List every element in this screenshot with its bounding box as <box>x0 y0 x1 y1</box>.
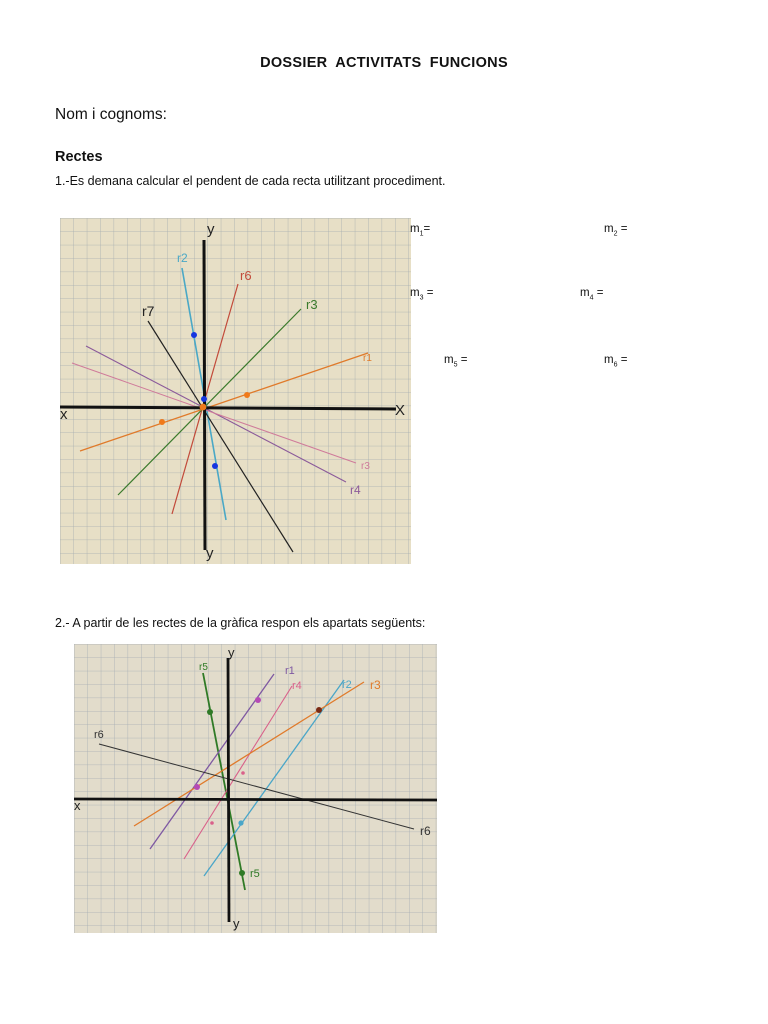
point-blue-bottom <box>212 463 218 469</box>
axis-label-x-right: X <box>395 402 406 419</box>
slope-field-m2: $m_2$ = <box>604 223 628 238</box>
point-r3-intersection <box>316 707 322 713</box>
axis-label-x-left: x <box>60 406 68 423</box>
point-r5-bottom <box>239 870 245 876</box>
line-label-r6-right: r6 <box>420 824 431 838</box>
line-label-r2: r2 <box>342 679 352 691</box>
y-axis <box>228 658 229 922</box>
slope-field-m1: $m_1=$ <box>410 223 431 238</box>
x-axis <box>60 407 396 409</box>
point-blue-origin <box>201 396 207 402</box>
slope-field-m3: $m_3$ = <box>410 287 434 302</box>
line-label-r3-green: r3 <box>306 297 318 312</box>
slope-field-m4: $m_4$ = <box>580 287 604 302</box>
point-r4-bottom <box>210 821 214 825</box>
axis-label-y-top: y <box>207 221 215 238</box>
axis-label-y-bottom: y <box>206 545 214 562</box>
name-label: Nom i cognoms: <box>55 106 167 123</box>
point-r5-top <box>207 709 213 715</box>
line-label-r4: r4 <box>292 680 302 692</box>
line-label-r3: r3 <box>370 678 381 692</box>
line-label-r1: r1 <box>285 665 295 677</box>
figure-1-graph-paper <box>60 218 411 564</box>
point-r1-top <box>255 697 261 703</box>
axis-label-y-top: y <box>228 645 235 660</box>
line-label-r2: r2 <box>177 251 188 265</box>
line-label-r1: r1 <box>363 353 372 364</box>
slope-field-m6: $m_6$ = <box>604 354 628 369</box>
x-axis <box>74 799 437 800</box>
line-label-r5-bottom: r5 <box>250 868 260 880</box>
point-r2 <box>238 820 243 825</box>
grid-pattern <box>74 644 437 933</box>
y-axis <box>204 240 205 550</box>
document-title: DOSSIER ACTIVITATS FUNCIONS <box>260 55 508 71</box>
question-2: 2.- A partir de les rectes de la gràfica respon els apartats següents: <box>55 616 426 630</box>
axis-label-y-bottom: y <box>233 916 240 931</box>
line-label-r7: r7 <box>142 303 155 319</box>
line-label-r5-top: r5 <box>199 662 208 673</box>
axis-label-x-left: x <box>74 798 81 813</box>
line-label-r6-left: r6 <box>94 729 104 741</box>
point-r1-bottom <box>194 784 200 790</box>
point-orange-left <box>159 419 165 425</box>
point-orange-origin <box>200 404 207 411</box>
point-blue-top <box>191 332 197 338</box>
line-label-r4: r4 <box>350 483 361 497</box>
section-heading: Rectes <box>55 149 103 165</box>
grid-pattern <box>60 218 411 564</box>
line-label-r6: r6 <box>240 268 252 283</box>
figure-2-graph-paper <box>74 644 437 933</box>
point-orange-right <box>244 392 250 398</box>
slope-field-m5: $m_5$ = <box>444 354 468 369</box>
question-1: 1.-Es demana calcular el pendent de cada recta utilitzant procediment. <box>55 174 446 188</box>
line-label-r3-pink: r3 <box>361 461 370 472</box>
point-r4-top <box>241 771 245 775</box>
